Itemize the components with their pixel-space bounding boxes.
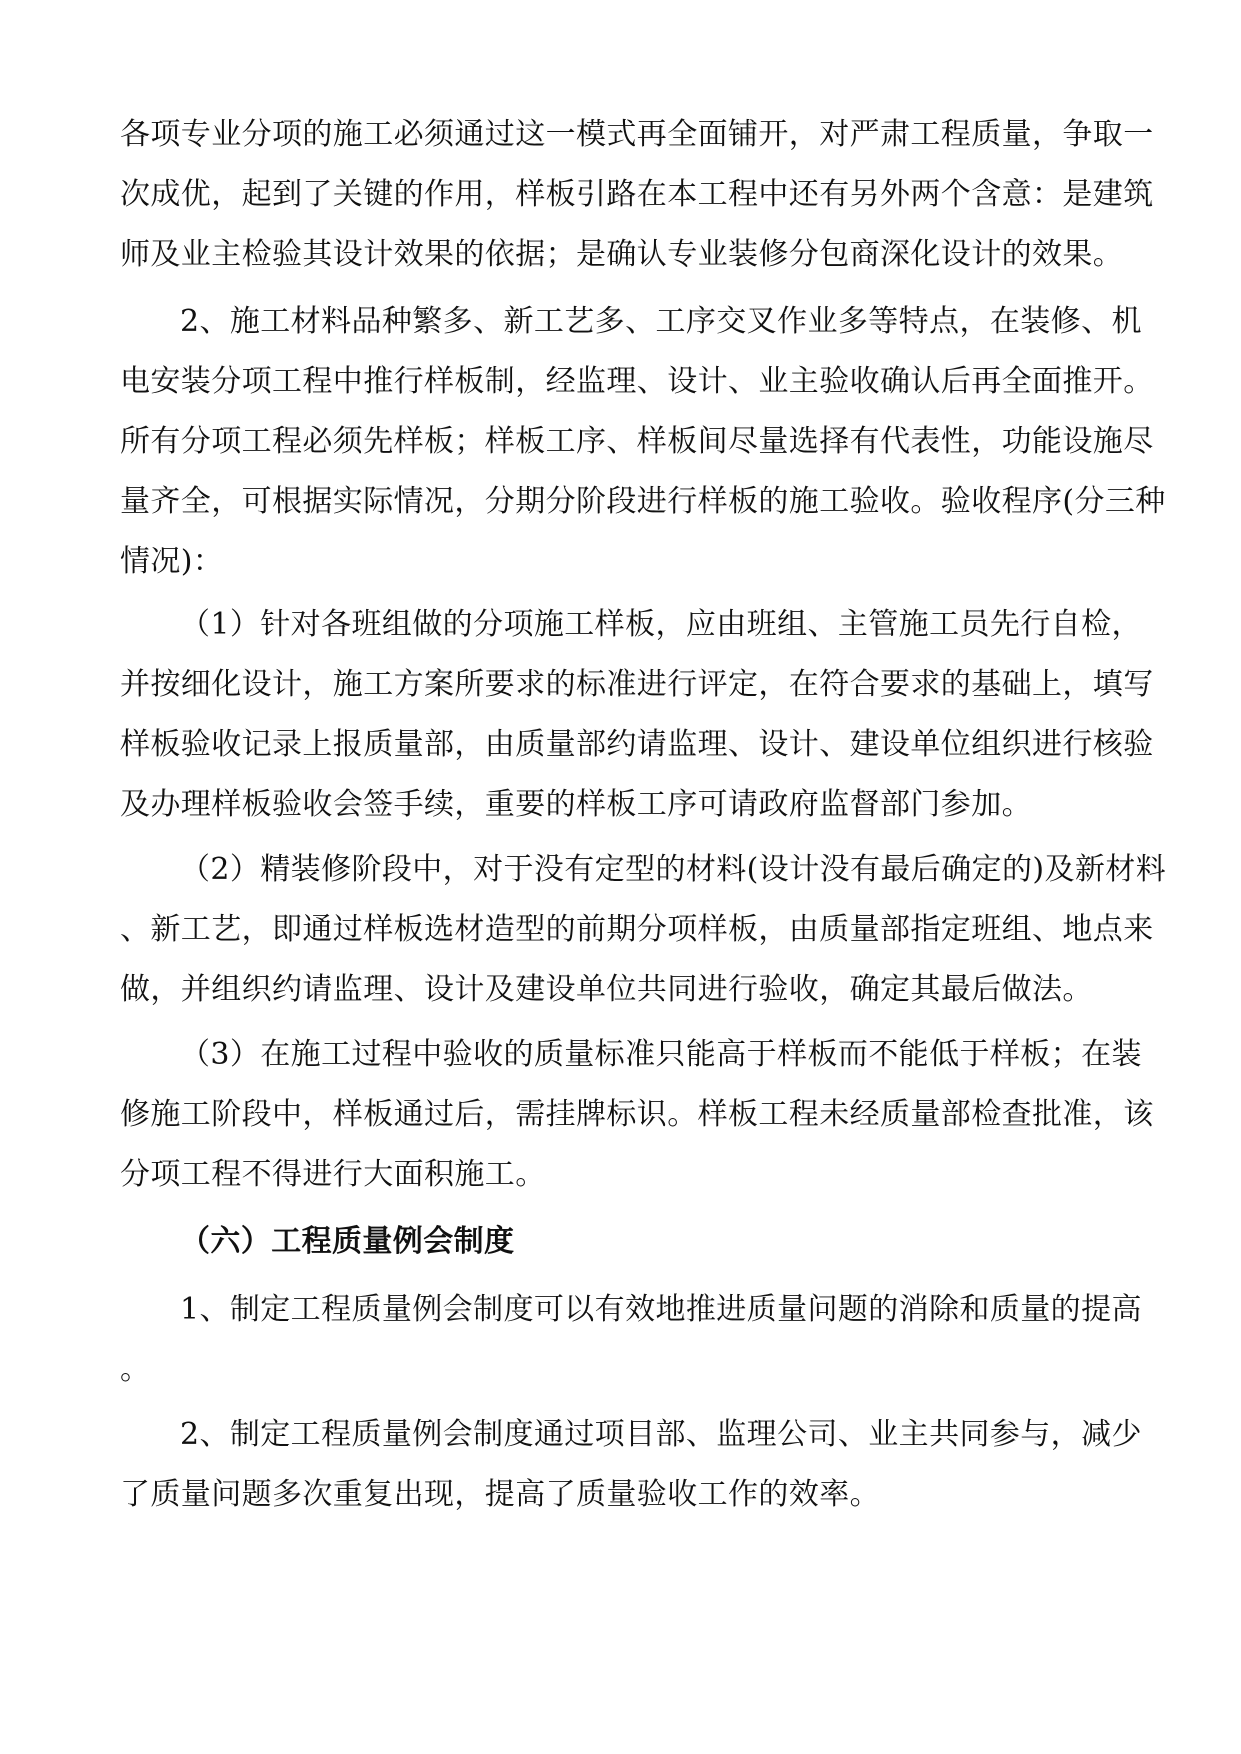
text-line: 修施工阶段中，样板通过后，需挂牌标识。样板工程未经质量部检查批准，该 bbox=[120, 1097, 1154, 1132]
text-line: 师及业主检验其设计效果的依据；是确认专业装修分包商深化设计的效果。 bbox=[120, 237, 1124, 272]
text-line: 电安装分项工程中推行样板制，经监理、设计、业主验收确认后再全面推开。 bbox=[120, 364, 1154, 399]
section-heading: （六）工程质量例会制度 bbox=[180, 1224, 515, 1259]
text-line: 情况)： bbox=[120, 544, 224, 579]
text-line: 、新工艺，即通过样板选材造型的前期分项样板，由质量部指定班组、地点来 bbox=[120, 912, 1154, 947]
text-line: 样板验收记录上报质量部，由质量部约请监理、设计、建设单位组织进行核验 bbox=[120, 727, 1154, 762]
text-line: 各项专业分项的施工必须通过这一模式再全面铺开，对严肃工程质量，争取一 bbox=[120, 117, 1154, 152]
text-line: 分项工程不得进行大面积施工。 bbox=[120, 1157, 546, 1192]
text-line: 及办理样板验收会签手续，重要的样板工序可请政府监督部门参加。 bbox=[120, 787, 1032, 822]
text-line: 1、制定工程质量例会制度可以有效地推进质量问题的消除和质量的提高 bbox=[180, 1292, 1142, 1327]
text-line: （3）在施工过程中验收的质量标准只能高于样板而不能低于样板；在装 bbox=[180, 1037, 1142, 1072]
text-line: 次成优，起到了关键的作用，样板引路在本工程中还有另外两个含意：是建筑 bbox=[120, 177, 1154, 212]
text-line: 所有分项工程必须先样板；样板工序、样板间尽量选择有代表性，功能设施尽 bbox=[120, 424, 1154, 459]
text-line: 量齐全，可根据实际情况，分期分阶段进行样板的施工验收。验收程序(分三种 bbox=[120, 484, 1166, 519]
text-line: （1）针对各班组做的分项施工样板，应由班组、主管施工员先行自检， bbox=[180, 607, 1142, 642]
text-line: 。 bbox=[120, 1352, 151, 1387]
text-line: 了质量问题多次重复出现，提高了质量验收工作的效率。 bbox=[120, 1477, 880, 1512]
text-line: 2、制定工程质量例会制度通过项目部、监理公司、业主共同参与，减少 bbox=[180, 1417, 1142, 1452]
text-line: 2、施工材料品种繁多、新工艺多、工序交叉作业多等特点，在装修、机 bbox=[180, 304, 1142, 339]
text-line: 做，并组织约请监理、设计及建设单位共同进行验收，确定其最后做法。 bbox=[120, 972, 1093, 1007]
text-line: （2）精装修阶段中，对于没有定型的材料(设计没有最后确定的)及新材料 bbox=[180, 852, 1167, 887]
text-line: 并按细化设计，施工方案所要求的标准进行评定，在符合要求的基础上，填写 bbox=[120, 667, 1154, 702]
